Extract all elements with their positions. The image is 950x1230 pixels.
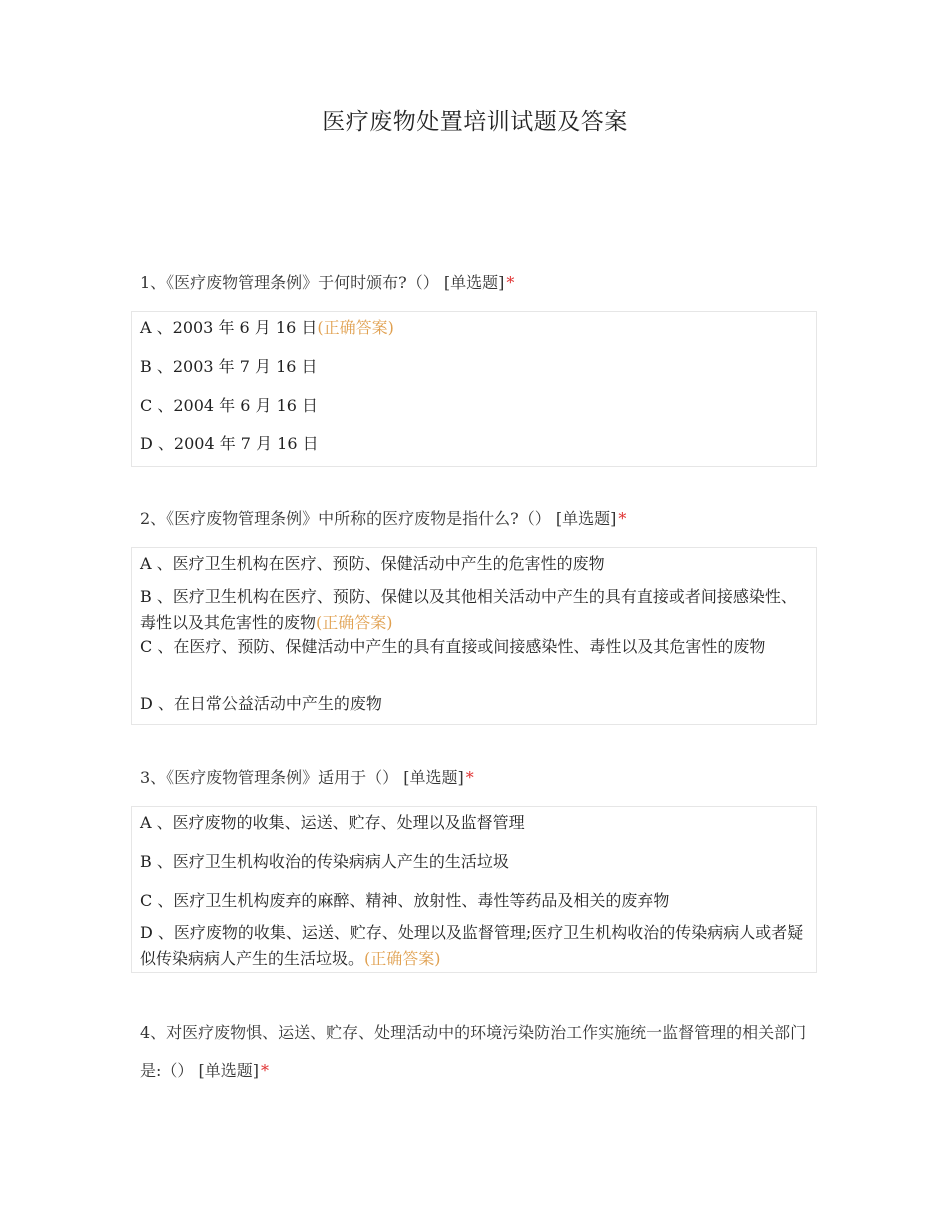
correct-answer-mark: (正确答案) xyxy=(364,949,441,968)
option-c[interactable] xyxy=(140,393,810,419)
question-2 xyxy=(140,507,810,531)
question-text: 4、对医疗废物惧、运送、贮存、处理活动中的环境污染防治工作实施统一监督管理的相关部门是:（） [单选题] xyxy=(140,1023,807,1080)
option-d[interactable] xyxy=(140,431,810,457)
question-3 xyxy=(140,766,810,790)
option-text: C 、2004 年 6 月 16 日 xyxy=(140,396,319,415)
required-star: * xyxy=(260,1061,269,1080)
option-text: A 、2003 年 6 月 16 日 xyxy=(140,318,318,337)
required-star: * xyxy=(465,768,474,787)
question-text: 2、《医疗废物管理条例》中所称的医疗废物是指什么?（） [单选题] xyxy=(140,509,617,528)
option-b[interactable] xyxy=(140,849,810,875)
option-b[interactable] xyxy=(140,354,810,380)
option-text: B 、医疗卫生机构在医疗、预防、保健以及其他相关活动中产生的具有直接或者间接感染性、毒性以及其危害性的废物 xyxy=(140,587,797,632)
correct-answer-mark: (正确答案) xyxy=(317,318,394,337)
options-box-3 xyxy=(131,806,817,973)
question-text: 3、《医疗废物管理条例》适用于（） [单选题] xyxy=(140,768,464,787)
question-1 xyxy=(140,271,810,295)
option-text: B 、2003 年 7 月 16 日 xyxy=(140,357,318,376)
required-star: * xyxy=(618,509,627,528)
option-d[interactable] xyxy=(140,920,810,972)
option-text: C 、在医疗、预防、保健活动中产生的具有直接或间接感染性、毒性以及其危害性的废物 xyxy=(140,637,766,656)
option-text: B 、医疗卫生机构收治的传染病病人产生的生活垃圾 xyxy=(140,852,509,871)
option-text: C 、医疗卫生机构废弃的麻醉、精神、放射性、毒性等药品及相关的废弃物 xyxy=(140,891,670,910)
question-4 xyxy=(140,1014,812,1090)
option-a[interactable] xyxy=(140,810,810,836)
option-d[interactable] xyxy=(140,691,810,717)
option-a[interactable] xyxy=(140,551,810,577)
option-b[interactable] xyxy=(140,584,810,636)
option-a[interactable] xyxy=(140,315,810,341)
option-c[interactable] xyxy=(140,634,810,660)
option-text: A 、医疗卫生机构在医疗、预防、保健活动中产生的危害性的废物 xyxy=(140,554,605,573)
option-text: D 、在日常公益活动中产生的废物 xyxy=(140,694,382,713)
question-text: 1、《医疗废物管理条例》于何时颁布?（） [单选题] xyxy=(140,273,505,292)
option-c[interactable] xyxy=(140,888,810,914)
page-title: 医疗废物处置培训试题及答案 xyxy=(322,109,628,135)
options-box-2 xyxy=(131,547,817,725)
option-text: D 、2004 年 7 月 16 日 xyxy=(140,434,319,453)
correct-answer-mark: (正确答案) xyxy=(316,613,393,632)
option-text: A 、医疗废物的收集、运送、贮存、处理以及监督管理 xyxy=(140,813,525,832)
options-box-1 xyxy=(131,311,817,467)
required-star: * xyxy=(506,273,515,292)
option-text: D 、医疗废物的收集、运送、贮存、处理以及监督管理;医疗卫生机构收治的传染病病人或者疑似传染病病人产生的生活垃圾。 xyxy=(140,923,804,968)
